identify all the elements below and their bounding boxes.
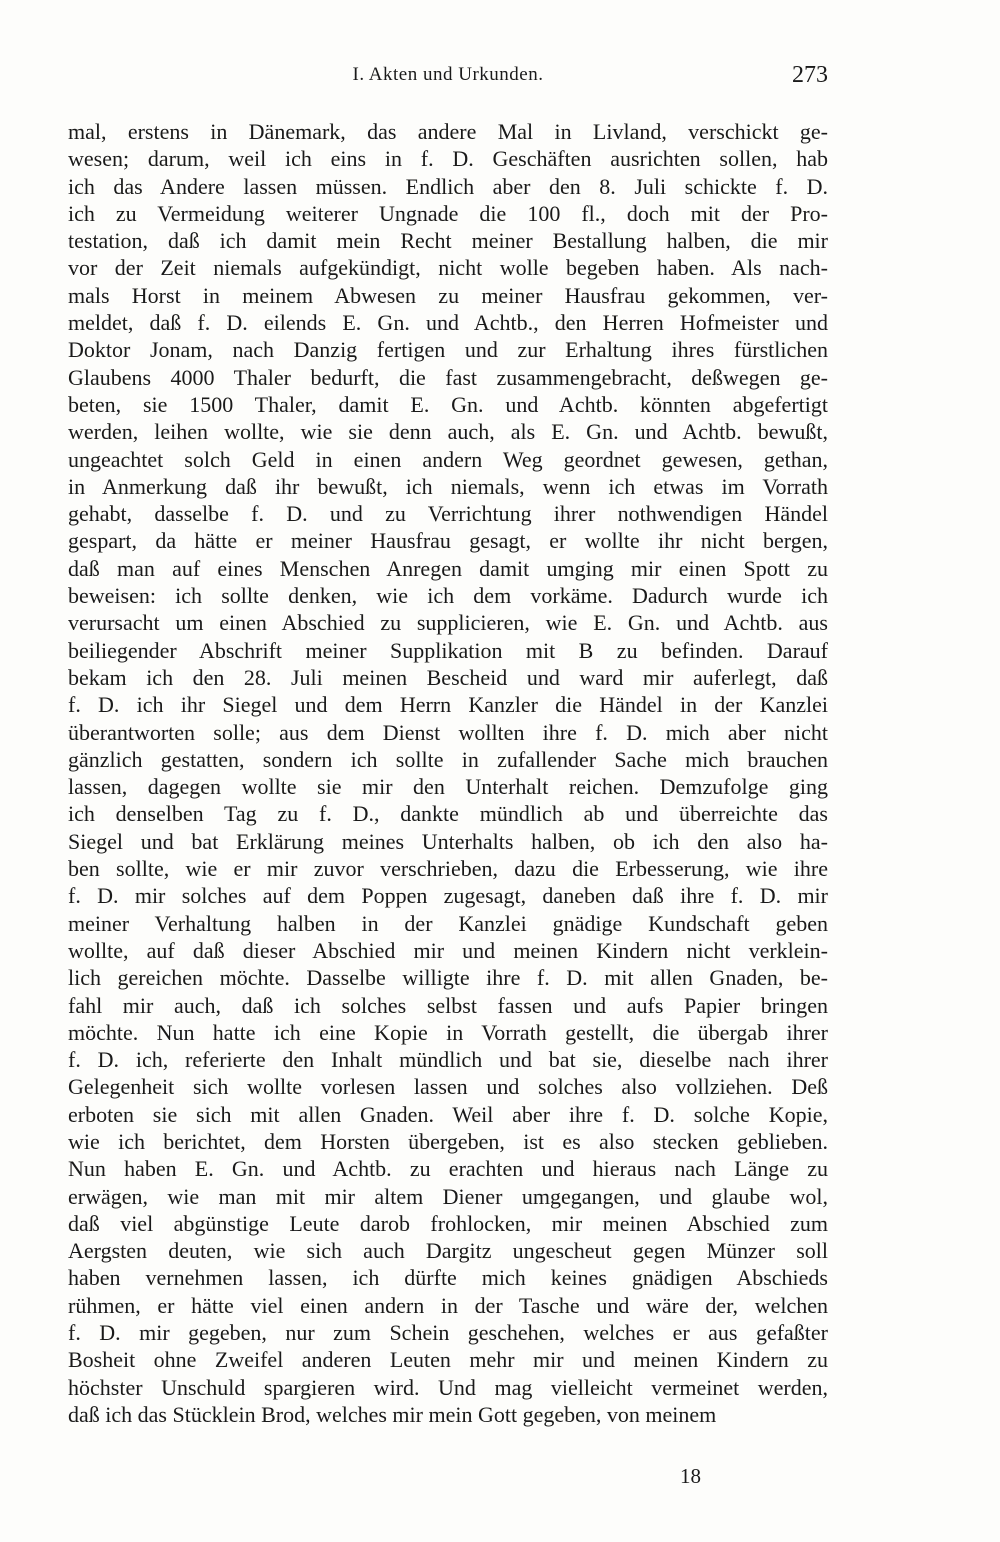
text-line: daß ich das Stücklein Brod, welches mir mein Gott gegeben, von meinem (68, 1401, 717, 1427)
text-line: f. D. ich ihr Siegel und dem Herrn Kanzler die Händel in der Kanzlei (68, 692, 828, 718)
running-head (68, 62, 828, 92)
text-line: wesen; darum, weil ich eins in f. D. Geschäften ausrichten sollen, hab (68, 146, 828, 172)
text-line: lassen, dagegen wollte sie mir den Unterhalt reichen. Demzufolge ging (68, 774, 828, 800)
running-title: I. Akten und Urkunden. (352, 64, 544, 85)
text-line: gehabt, dasselbe f. D. und zu Verrichtung ihrer nothwendigen Händel (68, 501, 828, 527)
text-line: haben vernehmen lassen, ich dürfte mich keines gnädigen Abschieds (68, 1265, 828, 1291)
text-line: ich denselben Tag zu f. D., dankte mündlich ab und überreichte das (68, 801, 828, 827)
text-line: wollte, auf daß dieser Abschied mir und meinen Kindern nicht verklein- (68, 937, 828, 963)
text-line: beten, sie 1500 Thaler, damit E. Gn. und Achtb. könnten abgefertigt (68, 391, 828, 417)
text-line: fahl mir auch, daß ich solches selbst fassen und aufs Papier bringen (68, 992, 828, 1018)
text-line: mal, erstens in Dänemark, das andere Mal in Livland, verschickt ge- (68, 119, 828, 144)
text-line: daß viel abgünstige Leute darob frohlocken, mir meinen Abschied zum (68, 1210, 828, 1236)
text-line: Nun haben E. Gn. und Achtb. zu erachten und hieraus nach Länge zu (68, 1156, 828, 1182)
text-line: erboten sie sich mit allen Gnaden. Weil aber ihre f. D. solche Kopie, (68, 1101, 828, 1127)
text-line: Siegel und bat Erklärung meines Unterhalts halben, ob ich den also ha- (68, 828, 828, 854)
text-line: testation, daß ich damit mein Recht meiner Bestallung halben, die mir (68, 228, 828, 254)
text-line: verursacht um einen Abschied zu supplicieren, wie E. Gn. und Achtb. aus (68, 610, 828, 636)
text-line: meldet, daß f. D. eilends E. Gn. und Achtb., den Herren Hofmeister und (68, 310, 828, 336)
text-line: lich gereichen möchte. Dasselbe willigte ihre f. D. mit allen Gnaden, be- (68, 965, 828, 991)
text-line: ungeachtet solch Geld in einen andern Weg geordnet gewesen, gethan, (68, 446, 828, 472)
text-line: Aergsten deuten, wie sich auch Dargitz ungescheut gegen Münzer soll (68, 1238, 828, 1264)
text-line: beiliegender Abschrift meiner Supplikation mit B zu befinden. Darauf (68, 637, 828, 663)
text-line: meiner Verhaltung halben in der Kanzlei gnädige Kundschaft geben (68, 910, 828, 936)
text-line: rühmen, er hätte viel einen andern in der Tasche und wäre der, welchen (68, 1292, 828, 1318)
text-line: f. D. mir gegeben, nur zum Schein geschehen, welches er aus gefaßter (68, 1320, 828, 1346)
text-line: beweisen: ich sollte denken, wie ich dem vorkäme. Dadurch wurde ich (68, 583, 828, 609)
text-line: daß man auf eines Menschen Anregen damit umging mir einen Spott zu (68, 555, 828, 581)
text-line: f. D. mir solches auf dem Poppen zugesagt, daneben daß ihre f. D. mir (68, 883, 828, 909)
page-number: 273 (792, 62, 828, 88)
text-line: gänzlich gestatten, sondern ich sollte in zufallender Sache mich brauchen (68, 746, 828, 772)
signature-mark: 18 (680, 1464, 701, 1488)
text-line: erwägen, wie man mit mir altem Diener umgegangen, und glaube wol, (68, 1183, 828, 1209)
text-line: werden, leihen wollte, wie sie denn auch, als E. Gn. und Achtb. bewußt, (68, 419, 828, 445)
text-line: überantworten solle; aus dem Dienst wollten ihre f. D. mich aber nicht (68, 719, 828, 745)
text-line: ich zu Vermeidung weiterer Ungnade die 100 fl., doch mit der Pro- (68, 200, 828, 226)
text-line: Bosheit ohne Zweifel anderen Leuten mehr mir und meinen Kindern zu (68, 1347, 828, 1373)
text-line: mals Horst in meinem Abwesen zu meiner Hausfrau gekommen, ver- (68, 282, 828, 308)
text-line: Gelegenheit sich wollte vorlesen lassen und solches also vollziehen. Deß (68, 1074, 828, 1100)
text-line: f. D. ich, referierte den Inhalt mündlich und bat sie, dieselbe nach ihrer (68, 1047, 828, 1073)
text-line: bekam ich den 28. Juli meinen Bescheid und ward mir auferlegt, daß (68, 664, 828, 690)
text-line: vor der Zeit niemals aufgekündigt, nicht wolle begeben haben. Als nach- (68, 255, 828, 281)
text-line: ich das Andere lassen müssen. Endlich aber den 8. Juli schickte f. D. (68, 173, 828, 199)
text-line: wie ich berichtet, dem Horsten übergeben, ist es also stecken geblieben. (68, 1128, 828, 1154)
text-line: gespart, da hätte er meiner Hausfrau gesagt, er wollte ihr nicht bergen, (68, 528, 828, 554)
text-line: möchte. Nun hatte ich eine Kopie in Vorrath gestellt, die übergab ihrer (68, 1019, 828, 1045)
text-line: in Anmerkung daß ihr bewußt, ich niemals, wenn ich etwas im Vorrath (68, 473, 828, 499)
text-line: höchster Unschuld spargieren wird. Und mag vielleicht vermeinet werden, (68, 1374, 828, 1400)
text-line: ben sollte, wie er mir zuvor verschrieben, dazu die Erbesserung, wie ihre (68, 856, 828, 882)
text-line: Doktor Jonam, nach Danzig fertigen und zur Erhaltung ihres fürstlichen (68, 337, 828, 363)
text-line: Glaubens 4000 Thaler bedurft, die fast zusammengebracht, deßwegen ge- (68, 364, 828, 390)
body-text (68, 118, 828, 1428)
